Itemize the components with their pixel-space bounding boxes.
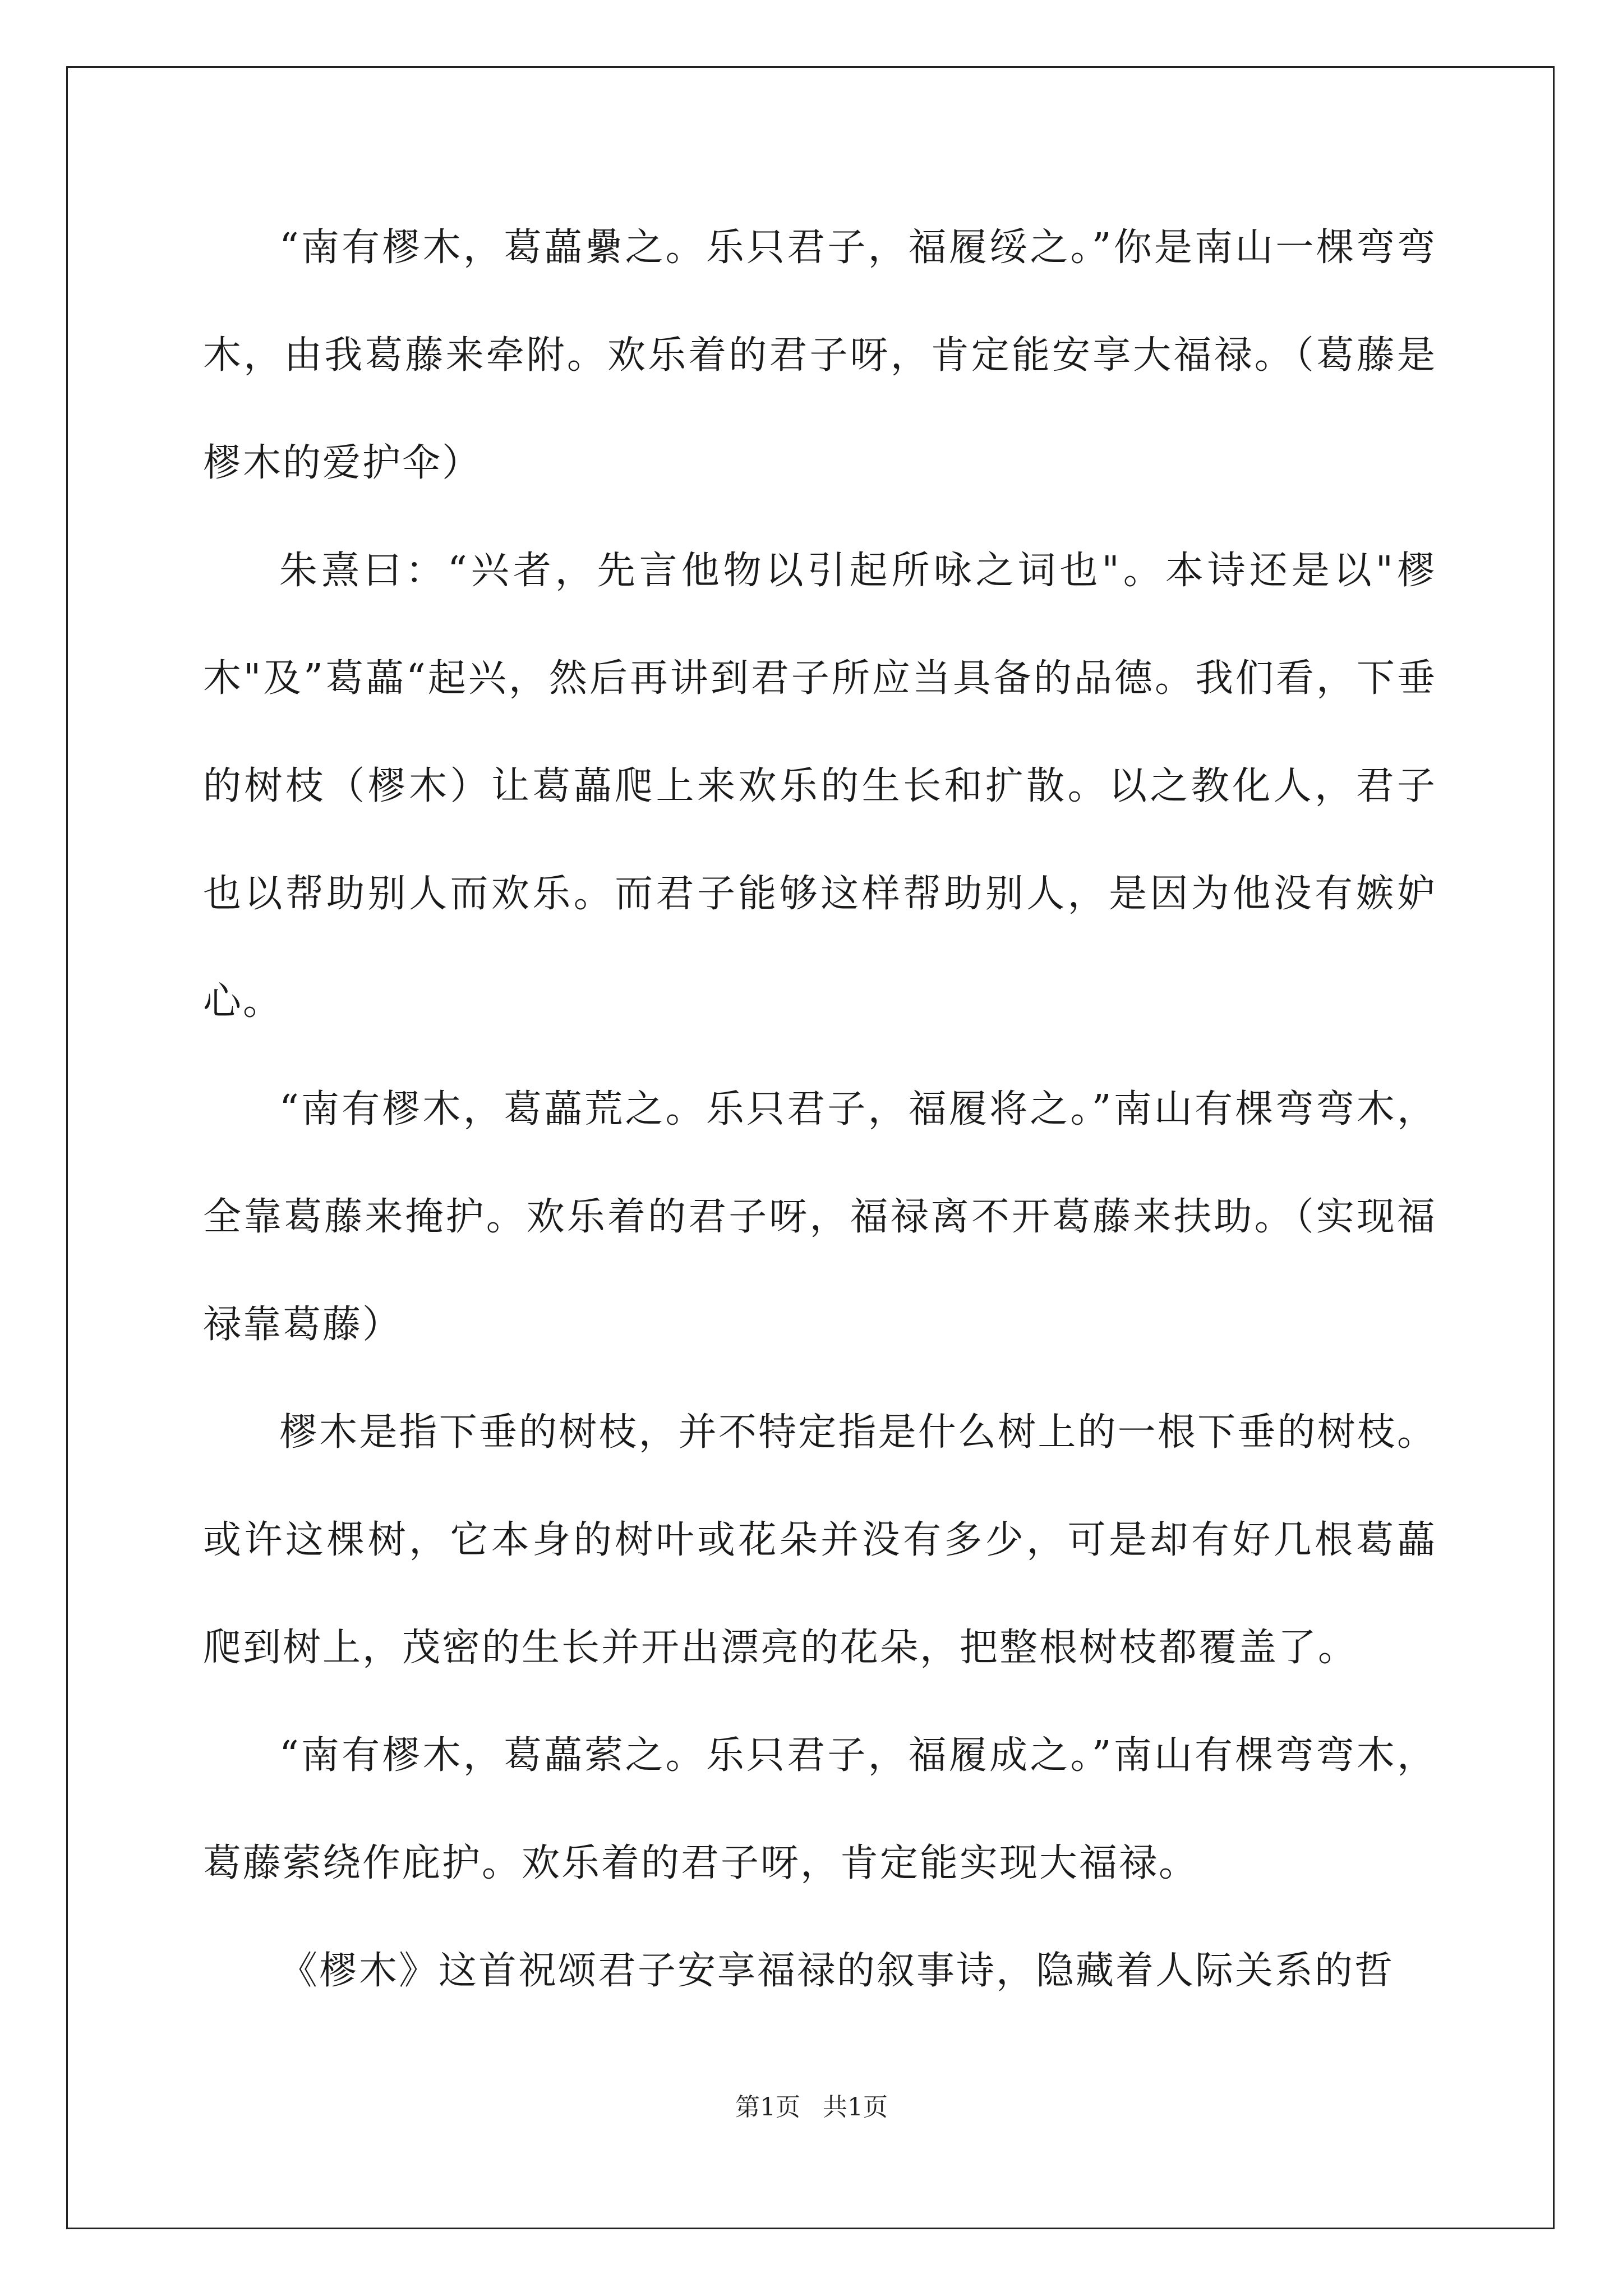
paragraph-5: “南有樛木，葛藟萦之。乐只君子，福履成之。”南山有棵弯弯木，葛藤萦绕作庇护。欢乐着的君子呀，肯定能实现大福禄。 — [203, 1733, 1437, 1885]
paragraph-3: “南有樛木，葛藟荒之。乐只君子，福履将之。”南山有棵弯弯木，全靠葛藤来掩护。欢乐着的君子呀，福禄离不开葛藤来扶助。（实现福禄靠葛藤） — [203, 1087, 1437, 1347]
paragraph-6: 《樛木》这首祝颂君子安享福禄的叙事诗，隐藏着人际关系的哲 — [279, 1949, 1395, 1993]
page-total: 共1页 — [823, 2093, 888, 2122]
paragraph-4: 樛木是指下垂的树枝，并不特定指是什么树上的一根下垂的树枝。或许这棵树，它本身的树叶或花朵并没有多少，可是却有好几根葛藟爬到树上，茂密的生长并开出漂亮的花朵，把整根树枝都覆盖了。 — [203, 1410, 1437, 1670]
page-number: 第1页 — [735, 2093, 800, 2122]
paragraph-2: 朱熹曰：“兴者，先言他物以引起所咏之词也"。本诗还是以"樛木"及”葛藟“起兴，然后再讲到君子所应当具备的品德。我们看，下垂的树枝（樛木）让葛藟爬上来欢乐的生长和扩散。以之教化人，君子也以帮助别人而欢乐。而君子能够这样帮助别人，是因为他没有嫉妒心。 — [203, 549, 1437, 1024]
page-footer — [0, 2087, 1623, 2123]
paragraph-1: “南有樛木，葛藟纍之。乐只君子，福履绥之。”你是南山一棵弯弯木，由我葛藤来牵附。欢乐着的君子呀，肯定能安享大福禄。（葛藤是樛木的爱护伞） — [203, 226, 1437, 485]
